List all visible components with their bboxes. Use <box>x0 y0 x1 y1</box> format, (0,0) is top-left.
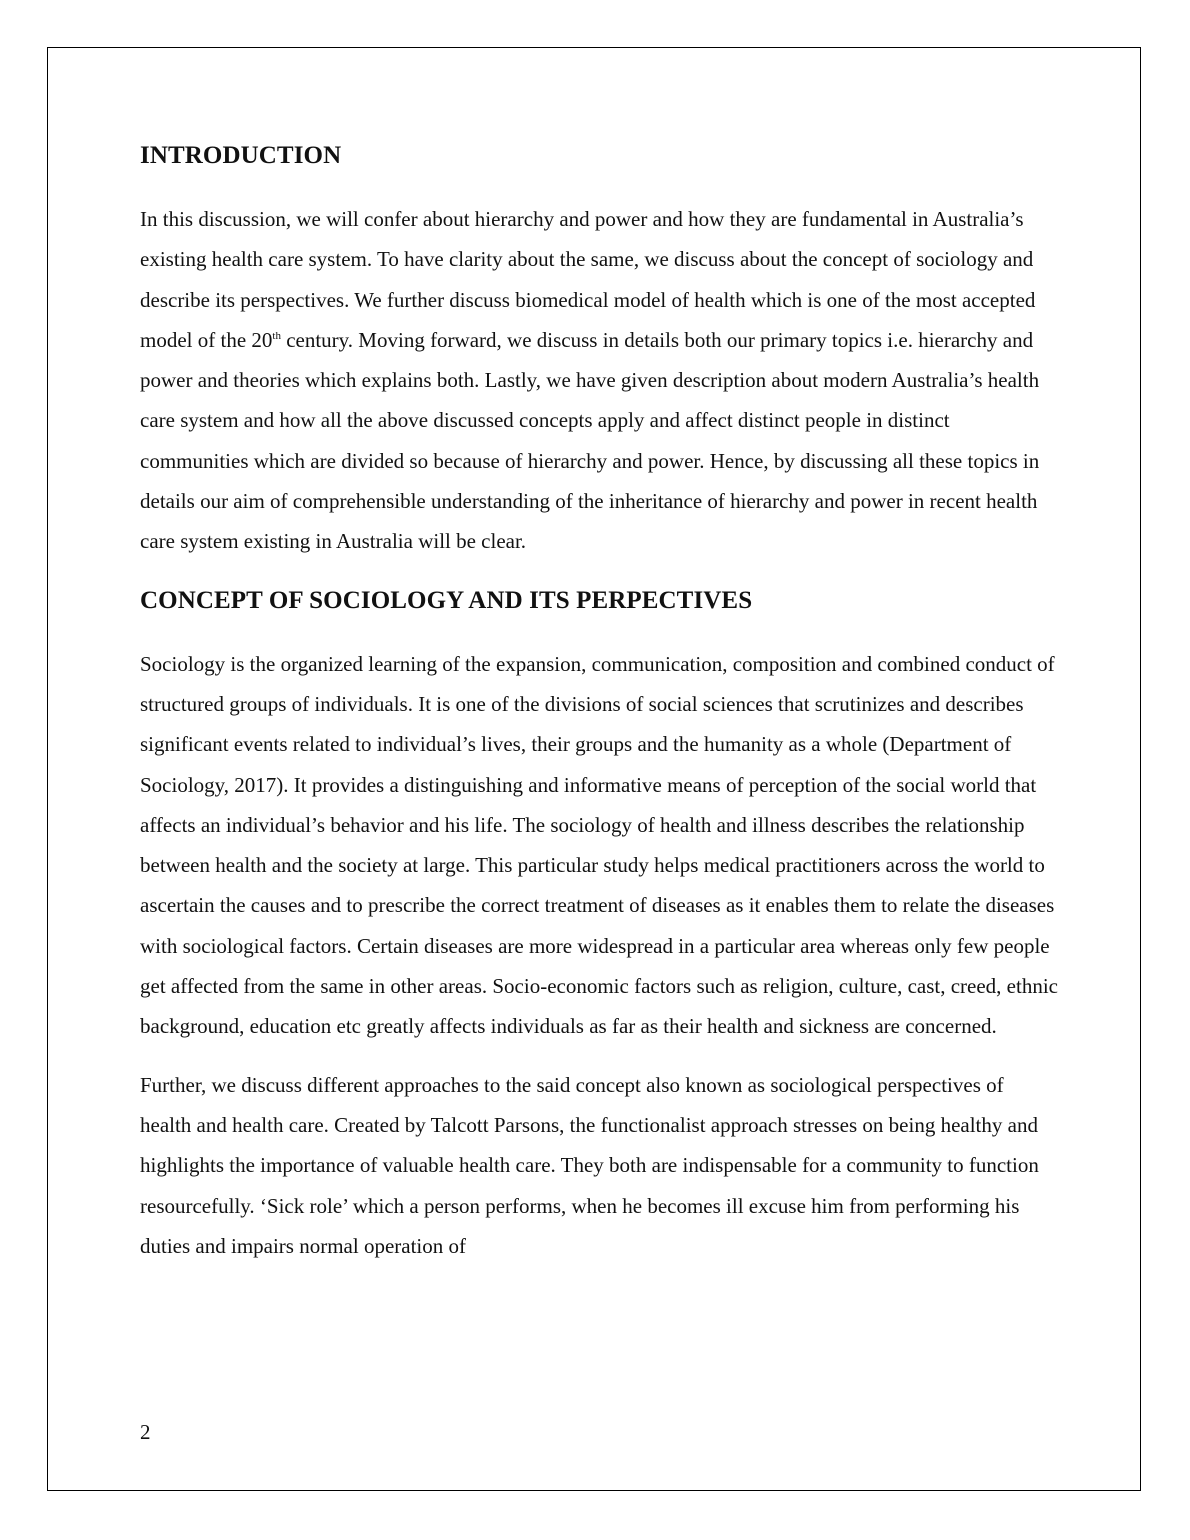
document-body <box>140 139 1060 1266</box>
concept-paragraph-1: Sociology is the organized learning of the expansion, communication, composition and combined conduct of structured groups of individuals. It is one of the divisions of social sciences that scrutinizes and describes significant events related to individual’s lives, their groups and the humanity as a whole (Department of Sociology, 2017). It provides a distinguishing and informative means of perception of the social world that affects an individual’s behavior and his life. The sociology of health and illness describes the relationship between health and the society at large. This particular study helps medical practitioners across the world to ascertain the causes and to prescribe the correct treatment of diseases as it enables them to relate the diseases with sociological factors. Certain diseases are more widespread in a particular area whereas only few people get affected from the same in other areas. Socio-economic factors such as religion, culture, cast, creed, ethnic background, education etc greatly affects individuals as far as their health and sickness are concerned. <box>140 651 1058 1039</box>
concept-heading: CONCEPT OF SOCIOLOGY AND ITS PERPECTIVES <box>140 586 753 614</box>
ordinal-superscript: th <box>272 329 281 342</box>
concept-paragraph-2: Further, we discuss different approaches to the said concept also known as sociological perspectives of health and health care. Created by Talcott Parsons, the functionalist approach stresses on being healthy and highlights the importance of valuable health care. They both are indispensable for a community to function resourcefully. ‘Sick role’ which a person performs, when he becomes ill excuse him from performing his duties and impairs normal operation of <box>140 1072 1039 1258</box>
introduction-text-part2: century. Moving forward, we discuss in details both our primary topics i.e. hierarchy and power and theories which explains both. Lastly, we have given description about modern Australia’s health care system and how all the above discussed concepts apply and affect distinct people in distinct communities which are divided so because of hierarchy and power. Hence, by discussing all these topics in details our aim of comprehensible understanding of the inheritance of hierarchy and power in recent health care system existing in Australia will be clear. <box>140 327 1040 554</box>
introduction-text-part1: In this discussion, we will confer about hierarchy and power and how they are fundamental in Australia’s existing health care system. To have clarity about the same, we discuss about the concept of sociology and describe its perspectives. We further discuss biomedical model of health which is one of the most accepted model of the 20 <box>140 207 1036 352</box>
page-number: 2 <box>140 1420 151 1444</box>
introduction-heading: INTRODUCTION <box>140 142 342 169</box>
introduction-paragraph <box>140 199 1060 562</box>
